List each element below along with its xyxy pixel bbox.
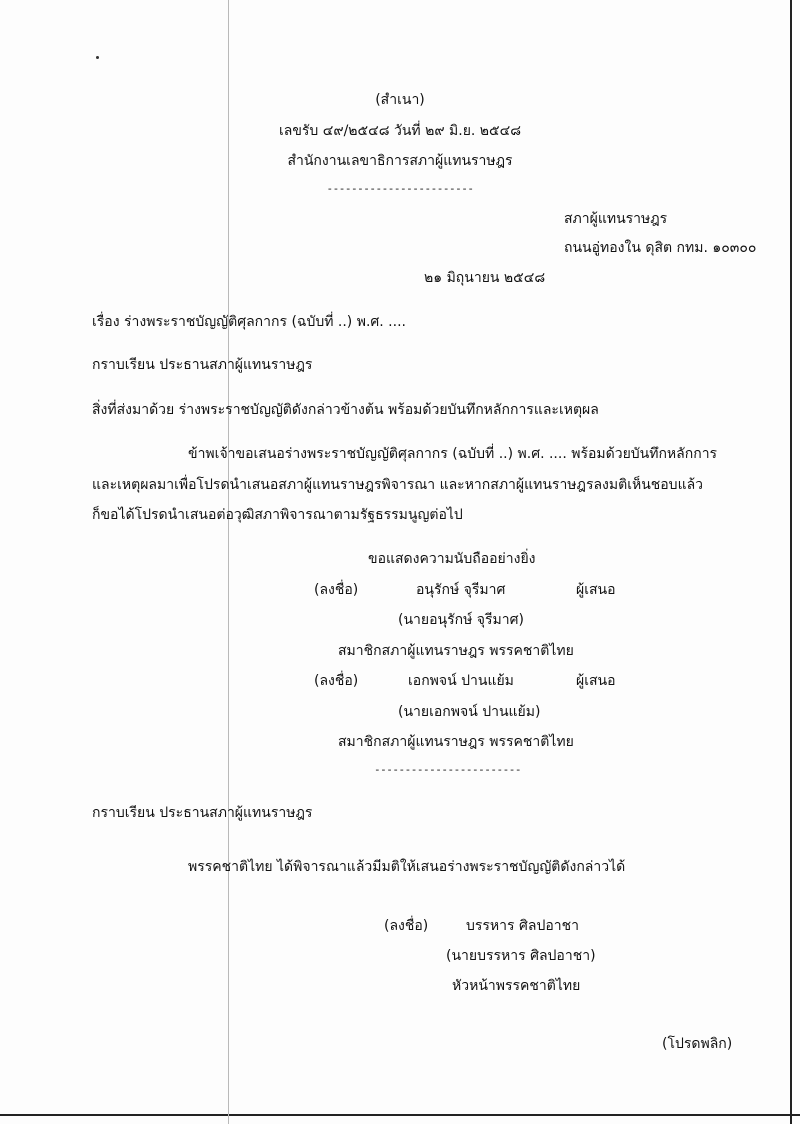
subject-line: เรื่อง ร่างพระราชบัญญัติศุลกากร (ฉบับที่ ..) พ.ศ. .... — [92, 314, 406, 330]
body-line-1: ข้าพเจ้าขอเสนอร่างพระราชบัญญัติศุลกากร (ฉบับที่ ..) พ.ศ. .... พร้อมด้วยบันทึกหลักการ — [188, 446, 718, 462]
second-salutation: กราบเรียน ประธานสภาผู้แทนราษฎร — [92, 805, 313, 821]
body-line-2: และเหตุผลมาเพื่อโปรดนำเสนอสภาผู้แทนราษฎรพิจารณา และหากสภาผู้แทนราษฎรลงมติเห็นชอบแล้ว — [92, 477, 704, 493]
scan-border-bottom — [0, 1114, 800, 1116]
signer-name-1: อนุรักษ์ จุรีมาศ — [416, 582, 506, 598]
sign-label-1: (ลงชื่อ) — [314, 582, 359, 598]
copy-mark: (สำเนา) — [375, 92, 425, 108]
enclosure-line: สิ่งที่ส่งมาด้วย ร่างพระราชบัญญัติดังกล่าวข้างต้น พร้อมด้วยบันทึกหลักการและเหตุผล — [92, 402, 599, 418]
address-line-2: ถนนอู่ทองใน ดุสิต กทม. ๑๐๓๐๐ — [564, 240, 757, 256]
party-statement: พรรคชาติไทย ได้พิจารณาแล้วมีมติให้เสนอร่างพระราชบัญญัติดังกล่าวได้ — [188, 859, 626, 875]
letter-date: ๒๑ มิถุนายน ๒๕๔๘ — [424, 270, 546, 286]
closing: ขอแสดงความนับถืออย่างยิ่ง — [368, 551, 536, 567]
signer-position-2: สมาชิกสภาผู้แทนราษฎร พรรคชาติไทย — [338, 734, 574, 750]
leader-sign-label: (ลงชื่อ) — [384, 918, 429, 934]
body-line-3: ก็ขอได้โปรดนำเสนอต่อวุฒิสภาพิจารณาตามรัฐธรรมนูญต่อไป — [92, 507, 463, 523]
signer-full-name-2: (นายเอกพจน์ ปานแย้ม) — [398, 704, 541, 720]
signer-position-1: สมาชิกสภาผู้แทนราษฎร พรรคชาติไทย — [338, 643, 574, 659]
scan-speck — [96, 56, 99, 59]
address-line-1: สภาผู้แทนราษฎร — [564, 211, 668, 227]
leader-full-name: (นายบรรหาร ศิลปอาชา) — [446, 948, 596, 964]
sign-label-2: (ลงชื่อ) — [314, 673, 359, 689]
leader-position: หัวหน้าพรรคชาติไทย — [452, 978, 581, 994]
leader-name: บรรหาร ศิลปอาชา — [466, 918, 579, 934]
middle-divider: ------------------------ — [374, 763, 521, 776]
salutation: กราบเรียน ประธานสภาผู้แทนราษฎร — [92, 357, 313, 373]
office-name: สำนักงานเลขาธิการสภาผู้แทนราษฎร — [287, 153, 513, 169]
signer-role-1: ผู้เสนอ — [576, 582, 616, 598]
please-turn-over: (โปรดพลิก) — [662, 1036, 733, 1052]
signer-role-2: ผู้เสนอ — [576, 673, 616, 689]
receipt-line: เลขรับ ๔๙/๒๕๔๘ วันที่ ๒๙ มิ.ย. ๒๕๔๘ — [278, 123, 522, 139]
header-divider: ------------------------ — [326, 182, 474, 195]
signer-full-name-1: (นายอนุรักษ์ จุรีมาศ) — [398, 612, 524, 628]
signer-name-2: เอกพจน์ ปานแย้ม — [408, 673, 514, 689]
